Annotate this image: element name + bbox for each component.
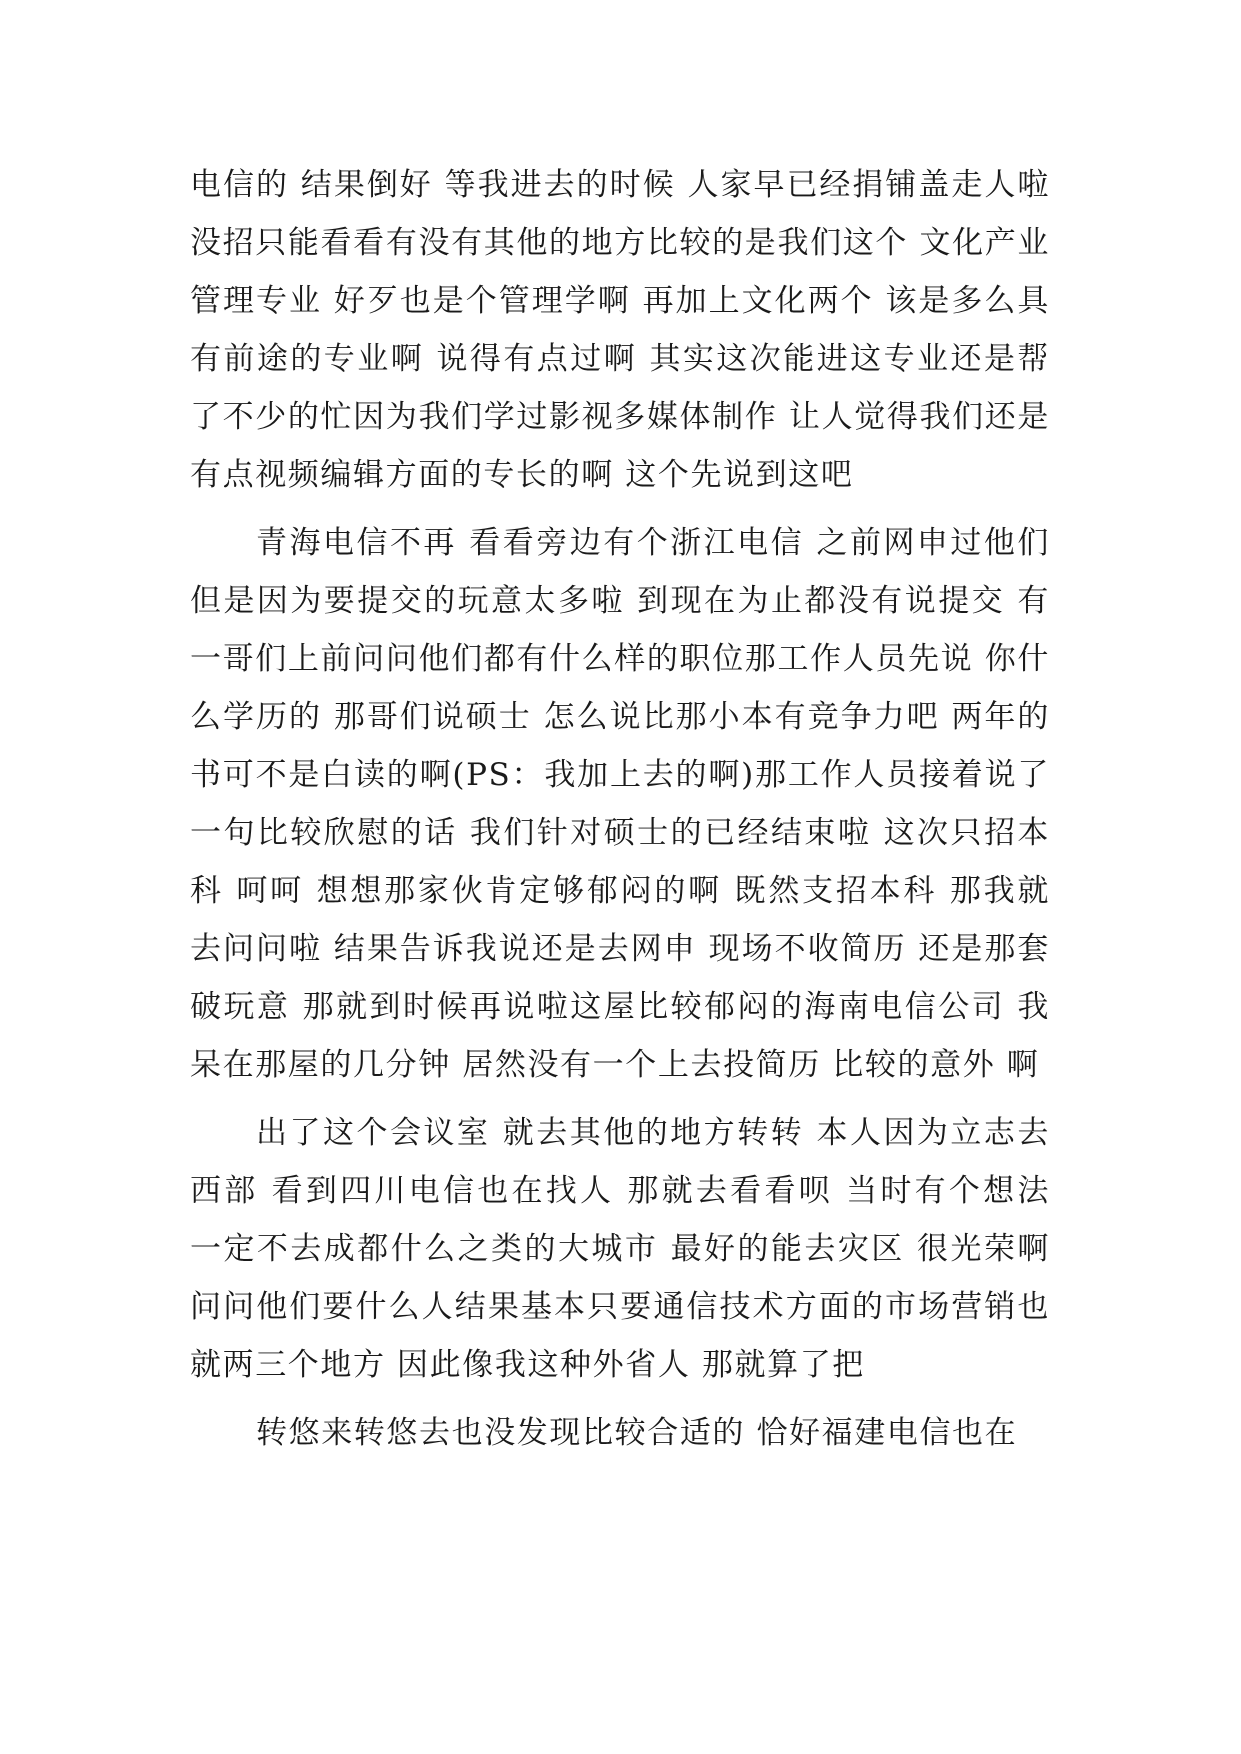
- paragraph-3: 出了这个会议室 就去其他的地方转转 本人因为立志去西部 看到四川电信也在找人 那就去看看呗 当时有个想法 一定不去成都什么之类的大城市 最好的能去灾区 很光荣啊 问问他们要什么人结果基本只要通信技术方面的市场营销也就两三个地方 因此像我这种外省人 那就算了把: [190, 1115, 1050, 1383]
- paragraph-1: 电信的 结果倒好 等我进去的时候 人家早已经捐铺盖走人啦 没招只能看看有没有其他的地方比较的是我们这个 文化产业管理专业 好歹也是个管理学啊 再加上文化两个 该是多么具有前途的专业啊 说得有点过啊 其实这次能进这专业还是帮了不少的忙因为我们学过影视多媒体制作 让人觉得我们还是有点视频编辑方面的专长的啊 这个先说到这吧: [190, 167, 1050, 493]
- document-body: [190, 156, 1050, 1472]
- paragraph-4: 转悠来转悠去也没发现比较合适的 恰好福建电信也在: [256, 1415, 1018, 1451]
- paragraph-2: 青海电信不再 看看旁边有个浙江电信 之前网申过他们 但是因为要提交的玩意太多啦 到现在为止都没有说提交 有一哥们上前问问他们都有什么样的职位那工作人员先说 你什么学历的 那哥们说硕士 怎么说比那小本有竞争力吧 两年的书可不是白读的啊(PS：我加上去的啊)那工作人员接着说了一句比较欣慰的话 我们针对硕士的已经结束啦 这次只招本科 呵呵 想想那家伙肯定够郁闷的啊 既然支招本科 那我就去问问啦 结果告诉我说还是去网申 现场不收简历 还是那套破玩意 那就到时候再说啦这屋比较郁闷的海南电信公司 我呆在那屋的几分钟 居然没有一个上去投简历 比较的意外 啊: [190, 525, 1050, 1083]
